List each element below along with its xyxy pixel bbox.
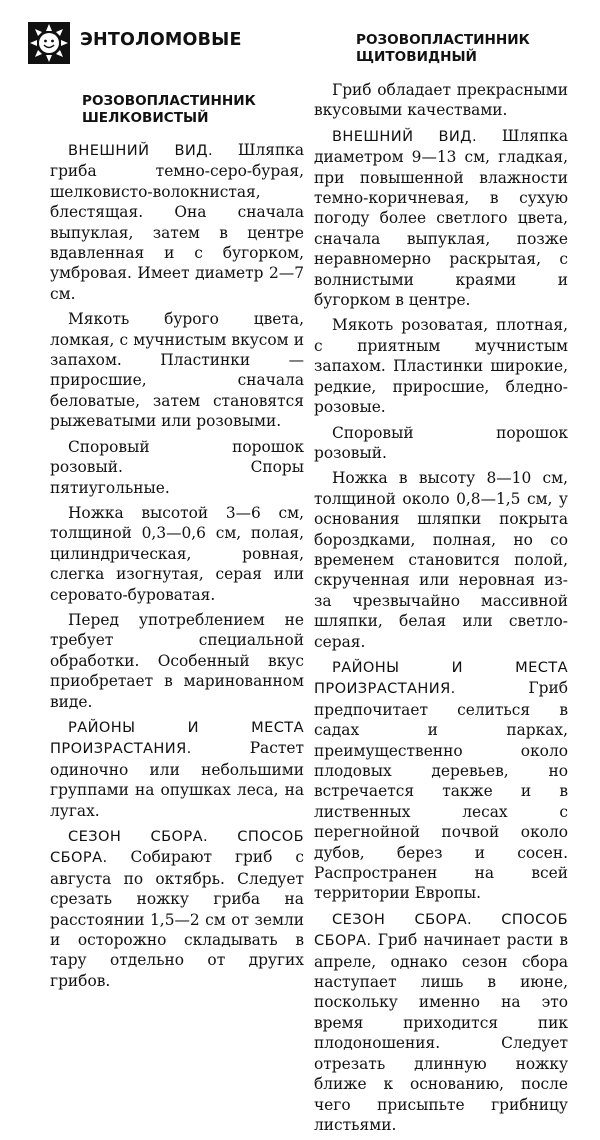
section-title: ЭНТОЛОМОВЫЕ [80, 30, 242, 50]
left-article-text [50, 140, 304, 996]
sun-icon [28, 22, 70, 64]
right-paragraph-stem: Ножка в высоту 8—10 см, толщиной около 0,8—1,5 см, у основания шляпки покрыта бороздками, полная, но со временем становится полой, скрученная или неровная из-за чрезвычайно массивной шляпки, белая или светло-серая. [314, 469, 568, 651]
right-paragraph-season [314, 909, 568, 1135]
right-article-text [314, 80, 568, 1140]
left-article-heading: РОЗОВОПЛАСТИННИК ШЕЛКОВИСТЫЙ [82, 93, 256, 126]
right-text-appearance: Шляпка диаметром 9—13 см, гладкая, при повышенной влажности темно-коричневая, в сухую погоду более светлого цвета, сначала выпуклая, позже неравномерно раскрытая, с волнистыми краями и бугорком в центре. [314, 126, 568, 310]
right-text-season: Гриб начинает расти в апреле, однако сезон сбора наступает лишь в июне, поскольку именно на это время приходится пик плодоношения. Следует отрезать длинную ножку ближе к основанию, после чего присыпьте грибницу листьями. [314, 931, 568, 1134]
left-paragraph-stem: Ножка высотой 3—6 см, толщиной 0,3—0,6 см, полая, цилиндрическая, ровная, слегка изогнутая, серая или серовато-буроватая. [50, 503, 304, 604]
right-lead-season: СЕЗОН СБОРА. СПОСОБ СБОРА. [314, 910, 568, 950]
left-paragraph-spores: Споровый порошок розовый. Споры пятиугольные. [50, 437, 304, 497]
right-paragraph-appearance [314, 126, 568, 311]
right-text-habitat: Гриб предпочитает селиться в садах и парках, преимущественно около плодовых деревьев, но встречается также и в лиственных лесах с перегнойной почвой около дубов, берез и сосен. Распространен на всей территории Европы. [314, 679, 568, 903]
left-paragraph-preparation: Перед употреблением не требует специальной обработки. Особенный вкус приобретает в маринованном виде. [50, 610, 304, 711]
left-lead-season: СЕЗОН СБОРА. СПОСОБ СБОРА. [50, 828, 304, 867]
right-lead-habitat: РАЙОНЫ И МЕСТА ПРОИЗРАСТАНИЯ. [314, 658, 568, 698]
left-text-habitat: Растет одиночно или небольшими группами на опушках леса, на лугах. [50, 739, 304, 820]
left-paragraph-flesh: Мякоть бурого цвета, ломкая, с мучнистым вкусом и запахом. Пластинки — приросшие, сначала беловатые, затем становятся рыжеватыми или розовыми. [50, 310, 304, 431]
left-paragraph-appearance [50, 140, 304, 304]
right-lead-appearance: ВНЕШНИЙ ВИД. [332, 127, 478, 145]
left-text-season: Собирают гриб с августа по октябрь. Следует срезать ножку гриба на расстоянии 1,5—2 см от земли и осторожно складывать в тару отдельно от других грибов. [50, 848, 304, 990]
left-text-appearance: Шляпка гриба темно-серо-бурая, шелковисто-волокнистая, блестящая. Она сначала выпуклая, затем в центре вдавленная и с бугорком, умбровая. Имеет диаметр 2—7 см. [50, 141, 304, 303]
left-paragraph-season [50, 826, 304, 991]
right-paragraph-intro: Гриб обладает прекрасными вкусовыми качествами. [314, 81, 568, 120]
right-article-heading: РОЗОВОПЛАСТИННИК ЩИТОВИДНЫЙ [356, 32, 530, 65]
left-paragraph-habitat [50, 717, 304, 821]
left-lead-appearance: ВНЕШНИЙ ВИД. [68, 142, 214, 159]
left-lead-habitat: РАЙОНЫ И МЕСТА ПРОИЗРАСТАНИЯ. [50, 718, 304, 758]
right-paragraph-habitat [314, 657, 568, 904]
right-paragraph-flesh: Мякоть розоватая, плотная, с приятным мучнистым запахом. Пластинки широкие, редкие, приросшие, бледно-розовые. [314, 316, 568, 417]
right-paragraph-spores: Споровый порошок розовый. [314, 423, 568, 462]
